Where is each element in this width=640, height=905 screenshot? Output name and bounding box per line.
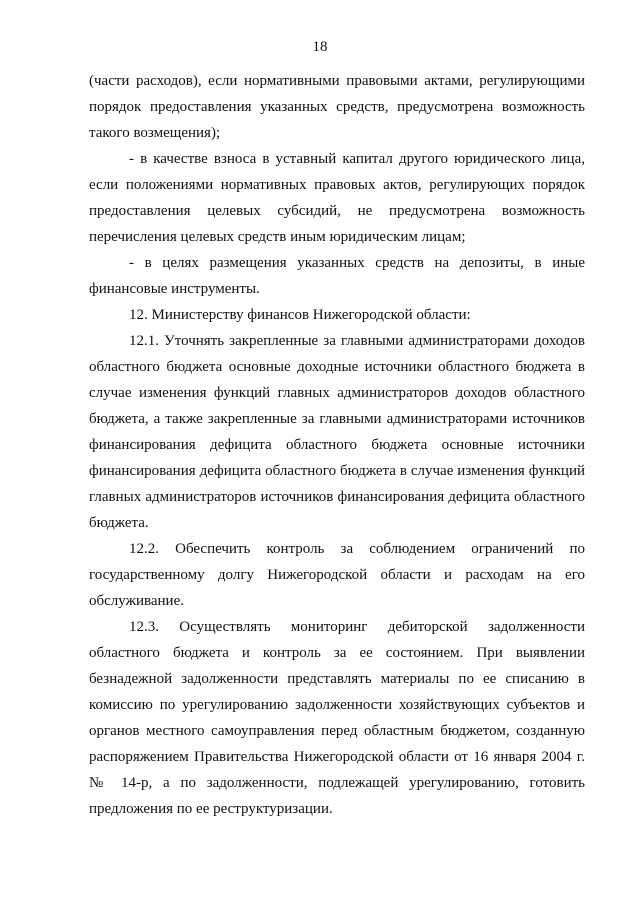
paragraph-continuation: (части расходов), если нормативными правовыми актами, регулирующими порядок предоставления указанных средств, предусмотрена возможность такого возмещения); (89, 73, 585, 141)
paragraph-bullet-capital: - в качестве взноса в уставный капитал другого юридического лица, если положениями нормативных правовых актов, регулирующих порядок предоставления целевых субсидий, не предусмотрена возможность перечисления целевых средств иным юридическим лицам; (89, 151, 585, 245)
paragraph-item-12: 12. Министерству финансов Нижегородской области: (129, 307, 471, 323)
paragraph-item-12-3: 12.3. Осуществлять мониторинг дебиторской задолженности областного бюджета и контроль за ее состоянием. При выявлении безнадежной задолженности представлять материалы по ее списанию в комиссию по урегулированию задолженности хозяйствующих субъектов и органов местного самоуправления перед областным бюджетом, созданную распоряжением Правительства Нижегородской области от 16 января 2004 г. № 14-р, а по задолженности, подлежащей урегулированию, готовить предложения по ее реструктуризации. (89, 619, 585, 817)
paragraph-item-12-2: 12.2. Обеспечить контроль за соблюдением ограничений по государственному долгу Нижегородской области и расходам на его обслуживание. (89, 541, 585, 609)
paragraph-item-12-1: 12.1. Уточнять закрепленные за главными администраторами доходов областного бюджета основные доходные источники областного бюджета в случае изменения функций главных администраторов доходов областного бюджета, а также закрепленные за главными администраторами источников финансирования дефицита областного бюджета основные источники финансирования дефицита областного бюджета в случае изменения функций главных администраторов источников финансирования дефицита областного бюджета. (89, 333, 585, 531)
page-number: 18 (312, 39, 328, 55)
document-body (89, 68, 585, 822)
paragraph-bullet-deposits: - в целях размещения указанных средств на депозиты, в иные финансовые инструменты. (89, 255, 585, 297)
